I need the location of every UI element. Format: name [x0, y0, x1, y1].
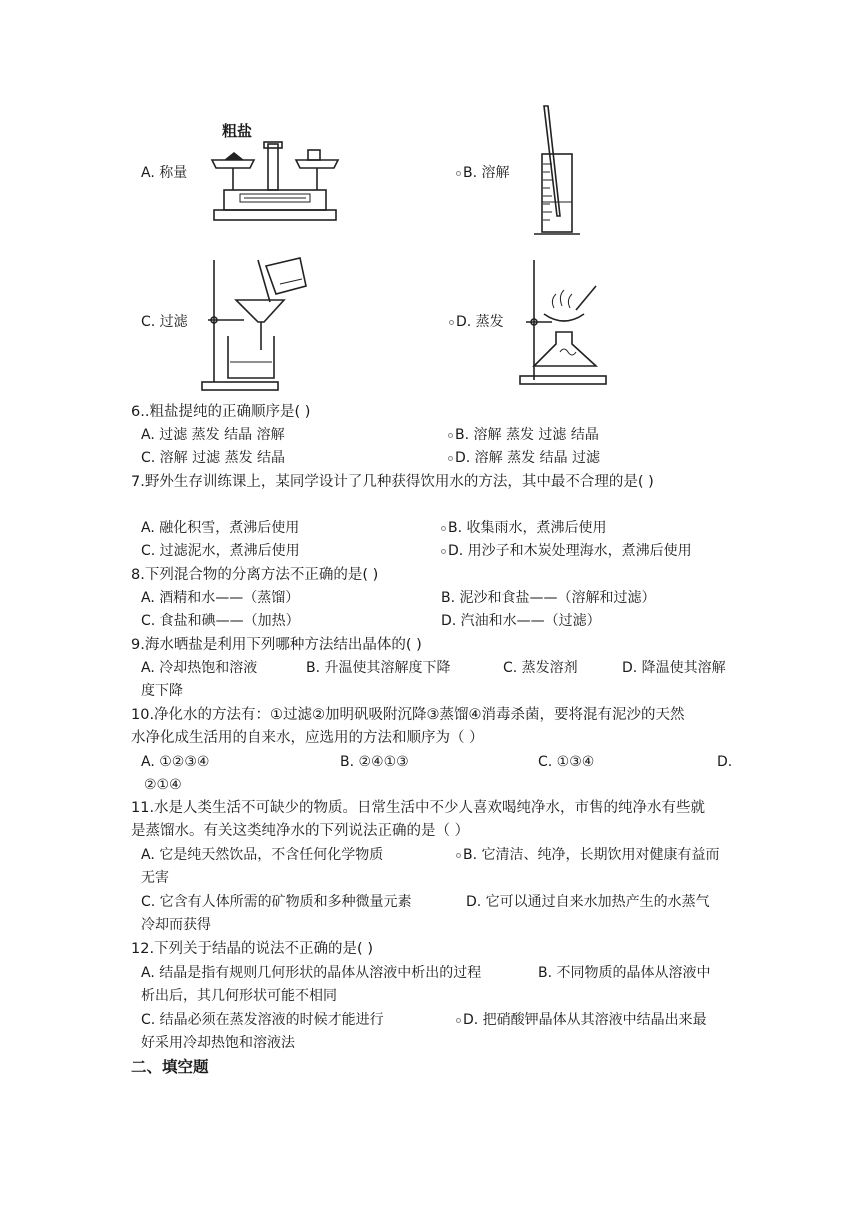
q6-option-d[interactable]: D. 溶解 蒸发 结晶 过滤: [448, 451, 600, 465]
q7-stem: 7.野外生存训练课上，某同学设计了几种获得饮用水的方法，其中最不合理的是( ): [131, 474, 654, 490]
q12-stem: 12.下列关于结晶的说法不正确的是( ): [131, 941, 373, 957]
q8-option-a[interactable]: A. 酒精和水——（蒸馏）: [141, 590, 300, 606]
figure-d-label: D. 蒸发: [449, 315, 504, 329]
q9-stem: 9.海水晒盐是利用下列哪种方法结出晶体的( ): [131, 637, 422, 653]
q9-option-d[interactable]: D. 降温使其溶解: [622, 660, 726, 676]
q8-stem: 8.下列混合物的分离方法不正确的是( ): [131, 567, 379, 583]
q7-option-b[interactable]: B. 收集雨水，煮沸后使用: [441, 521, 607, 535]
q10-option-d[interactable]: D.: [717, 754, 733, 770]
q12-option-b-continued: 析出后，其几何形状可能不相同: [141, 988, 337, 1004]
balance-scale-icon: [210, 138, 340, 224]
q6-stem: 6..粗盐提纯的正确顺序是( ): [131, 404, 311, 420]
section-title: 二、填空题: [131, 1058, 209, 1076]
q12-option-b[interactable]: B. 不同物质的晶体从溶液中: [538, 965, 711, 981]
q9-option-b[interactable]: B. 升温使其溶解度下降: [306, 660, 451, 676]
q11-option-b[interactable]: B. 它清洁、纯净，长期饮用对健康有益而: [456, 848, 720, 862]
q10-option-c[interactable]: C. ①③④: [538, 754, 595, 770]
q6-option-c[interactable]: C. 溶解 过滤 蒸发 结晶: [141, 450, 286, 466]
q12-option-c[interactable]: C. 结晶必须在蒸发溶液的时候才能进行: [141, 1012, 384, 1028]
q9-option-a[interactable]: A. 冷却热饱和溶液: [141, 660, 258, 676]
q10-stem-line1: 10.净化水的方法有：①过滤②加明矾吸附沉降③蒸馏④消毒杀菌，要将混有泥沙的天然: [131, 707, 685, 723]
q8-option-b[interactable]: B. 泥沙和食盐——（溶解和过滤）: [441, 590, 656, 606]
q11-stem-line1: 11.水是人类生活不可缺少的物质。日常生活中不少人喜欢喝纯净水，市售的纯净水有些就: [131, 800, 706, 816]
figure-b-label: B. 溶解: [456, 166, 510, 180]
figure-a-label: A. 称量: [141, 165, 188, 181]
q12-option-d[interactable]: D. 把硝酸钾晶体从其溶液中结晶出来最: [456, 1013, 707, 1027]
q11-option-d[interactable]: D. 它可以通过自来水加热产生的水蒸气: [466, 894, 710, 910]
q11-option-d-continued: 冷却而获得: [141, 917, 211, 933]
q8-option-d[interactable]: D. 汽油和水——（过滤）: [441, 613, 601, 629]
filtration-setup-icon: [200, 254, 312, 392]
figure-c-label: C. 过滤: [141, 314, 188, 330]
q12-option-d-continued: 好采用冷却热饱和溶液法: [141, 1035, 295, 1051]
q9-option-c[interactable]: C. 蒸发溶剂: [503, 660, 578, 676]
q10-option-a[interactable]: A. ①②③④: [141, 754, 210, 770]
q10-option-b[interactable]: B. ②④①③: [340, 754, 409, 770]
q7-option-d[interactable]: D. 用沙子和木炭处理海水，煮沸后使用: [441, 544, 692, 558]
q8-option-c[interactable]: C. 食盐和碘——（加热）: [141, 613, 300, 629]
q11-stem-line2: 是蒸馏水。有关这类纯净水的下列说法正确的是（ ）: [131, 823, 470, 839]
q6-option-b[interactable]: B. 溶解 蒸发 过滤 结晶: [448, 428, 599, 442]
q11-option-c[interactable]: C. 它含有人体所需的矿物质和多种微量元素: [141, 894, 412, 910]
q9-option-d-continued: 度下降: [141, 683, 183, 699]
q10-stem-line2: 水净化成生活用的自来水，应选用的方法和顺序为（ ）: [131, 730, 484, 746]
q10-option-d-continued: ②①④: [144, 777, 182, 793]
q7-option-a[interactable]: A. 融化积雪，煮沸后使用: [141, 520, 300, 536]
q7-option-c[interactable]: C. 过滤泥水，煮沸后使用: [141, 543, 300, 559]
figure-a-caption: 粗盐: [222, 122, 253, 140]
evaporation-setup-icon: [516, 256, 608, 386]
q6-option-a[interactable]: A. 过滤 蒸发 结晶 溶解: [141, 427, 285, 443]
graduated-cylinder-icon: [530, 104, 586, 238]
q11-option-b-continued: 无害: [141, 870, 169, 886]
q12-option-a[interactable]: A. 结晶是指有规则几何形状的晶体从溶液中析出的过程: [141, 965, 482, 981]
q11-option-a[interactable]: A. 它是纯天然饮品，不含任何化学物质: [141, 847, 384, 863]
